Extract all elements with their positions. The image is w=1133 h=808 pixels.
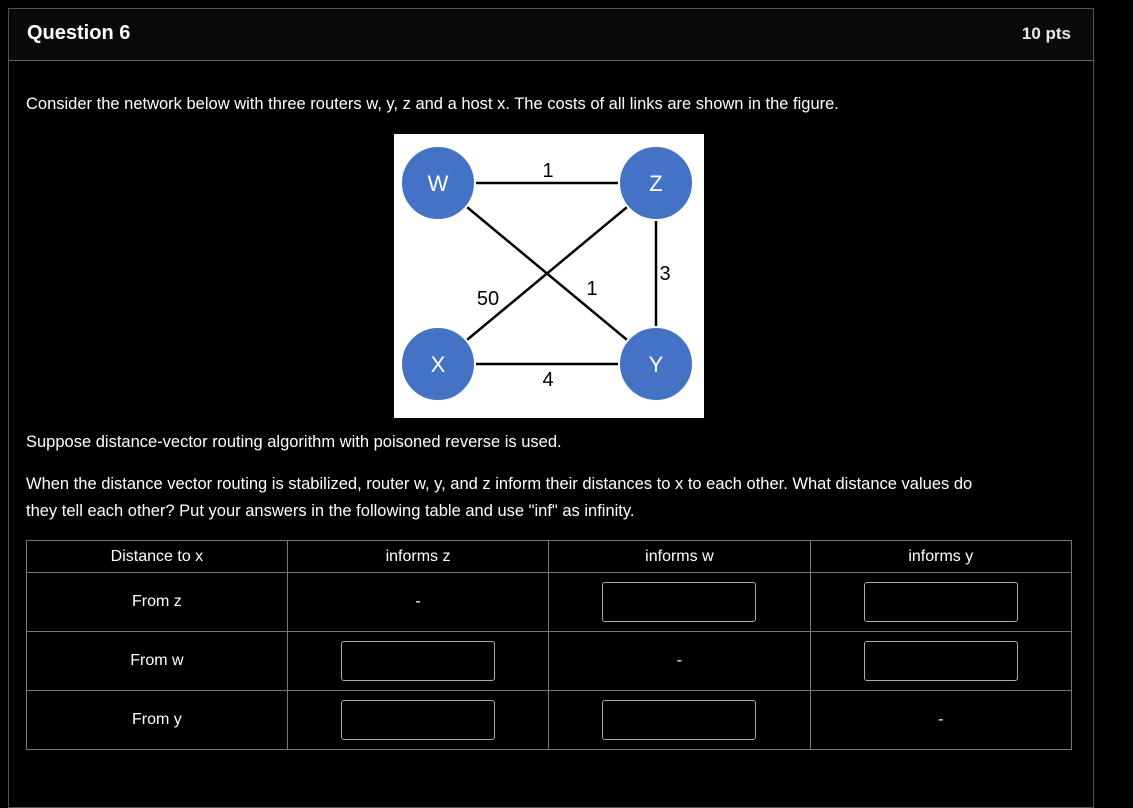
question-intro: Consider the network below with three routers w, y, z and a host x. The costs of all links are shown in the figure.: [26, 95, 839, 113]
answer-input-w-to-z[interactable]: [341, 641, 495, 681]
table-header-row: [27, 541, 1072, 573]
cell-y-informs-y: [810, 691, 1071, 750]
row-label-from-y: From y: [27, 691, 288, 750]
cell-w-informs-z: [287, 632, 548, 691]
question-line3b: they tell each other? Put your answers in the following table and use "inf" as infinity.: [26, 502, 635, 520]
cost-w-z: 1: [542, 160, 554, 182]
row-label-from-w: From w: [27, 632, 288, 691]
answer-input-y-to-w[interactable]: [602, 700, 756, 740]
question-line2: Suppose distance-vector routing algorithm with poisoned reverse is used.: [26, 433, 562, 451]
question-title: Question 6: [27, 22, 131, 44]
answer-input-z-to-w[interactable]: [602, 582, 756, 622]
node-label-z: Z: [649, 171, 663, 196]
answer-input-w-to-y[interactable]: [864, 641, 1018, 681]
table-row: [27, 691, 1072, 750]
cell-y-informs-w: [549, 691, 810, 750]
col-header-distance: Distance to x: [27, 541, 288, 573]
table-row: [27, 632, 1072, 691]
network-figure: [394, 134, 704, 418]
cost-w-y: 50: [476, 288, 500, 310]
not-applicable-dash: -: [415, 593, 421, 610]
cell-w-informs-w: [549, 632, 810, 691]
question-header: [9, 9, 1093, 61]
col-header-informs-w: informs w: [549, 541, 810, 573]
col-header-informs-z: informs z: [287, 541, 548, 573]
question-line3a: When the distance vector routing is stabilized, router w, y, and z inform their distances to x to each other. What distance values do: [26, 475, 973, 493]
table-row: [27, 573, 1072, 632]
answer-table: [26, 540, 1072, 750]
cost-x-y: 4: [542, 369, 554, 391]
cost-z-y: 3: [659, 263, 671, 285]
cell-w-informs-y: [810, 632, 1071, 691]
cell-z-informs-y: [810, 573, 1071, 632]
cell-z-informs-z: [287, 573, 548, 632]
col-header-informs-y: informs y: [810, 541, 1071, 573]
answer-input-z-to-y[interactable]: [864, 582, 1018, 622]
cell-y-informs-z: [287, 691, 548, 750]
not-applicable-dash: -: [676, 652, 683, 669]
not-applicable-dash: -: [938, 711, 944, 728]
node-label-x: X: [430, 352, 446, 377]
node-label-w: W: [427, 171, 449, 196]
node-label-y: Y: [648, 352, 664, 377]
answer-input-y-to-z[interactable]: [341, 700, 495, 740]
cost-x-z: 1: [586, 278, 598, 300]
row-label-from-z: From z: [27, 573, 288, 632]
cell-z-informs-w: [549, 573, 810, 632]
question-points: 10 pts: [1021, 24, 1071, 43]
